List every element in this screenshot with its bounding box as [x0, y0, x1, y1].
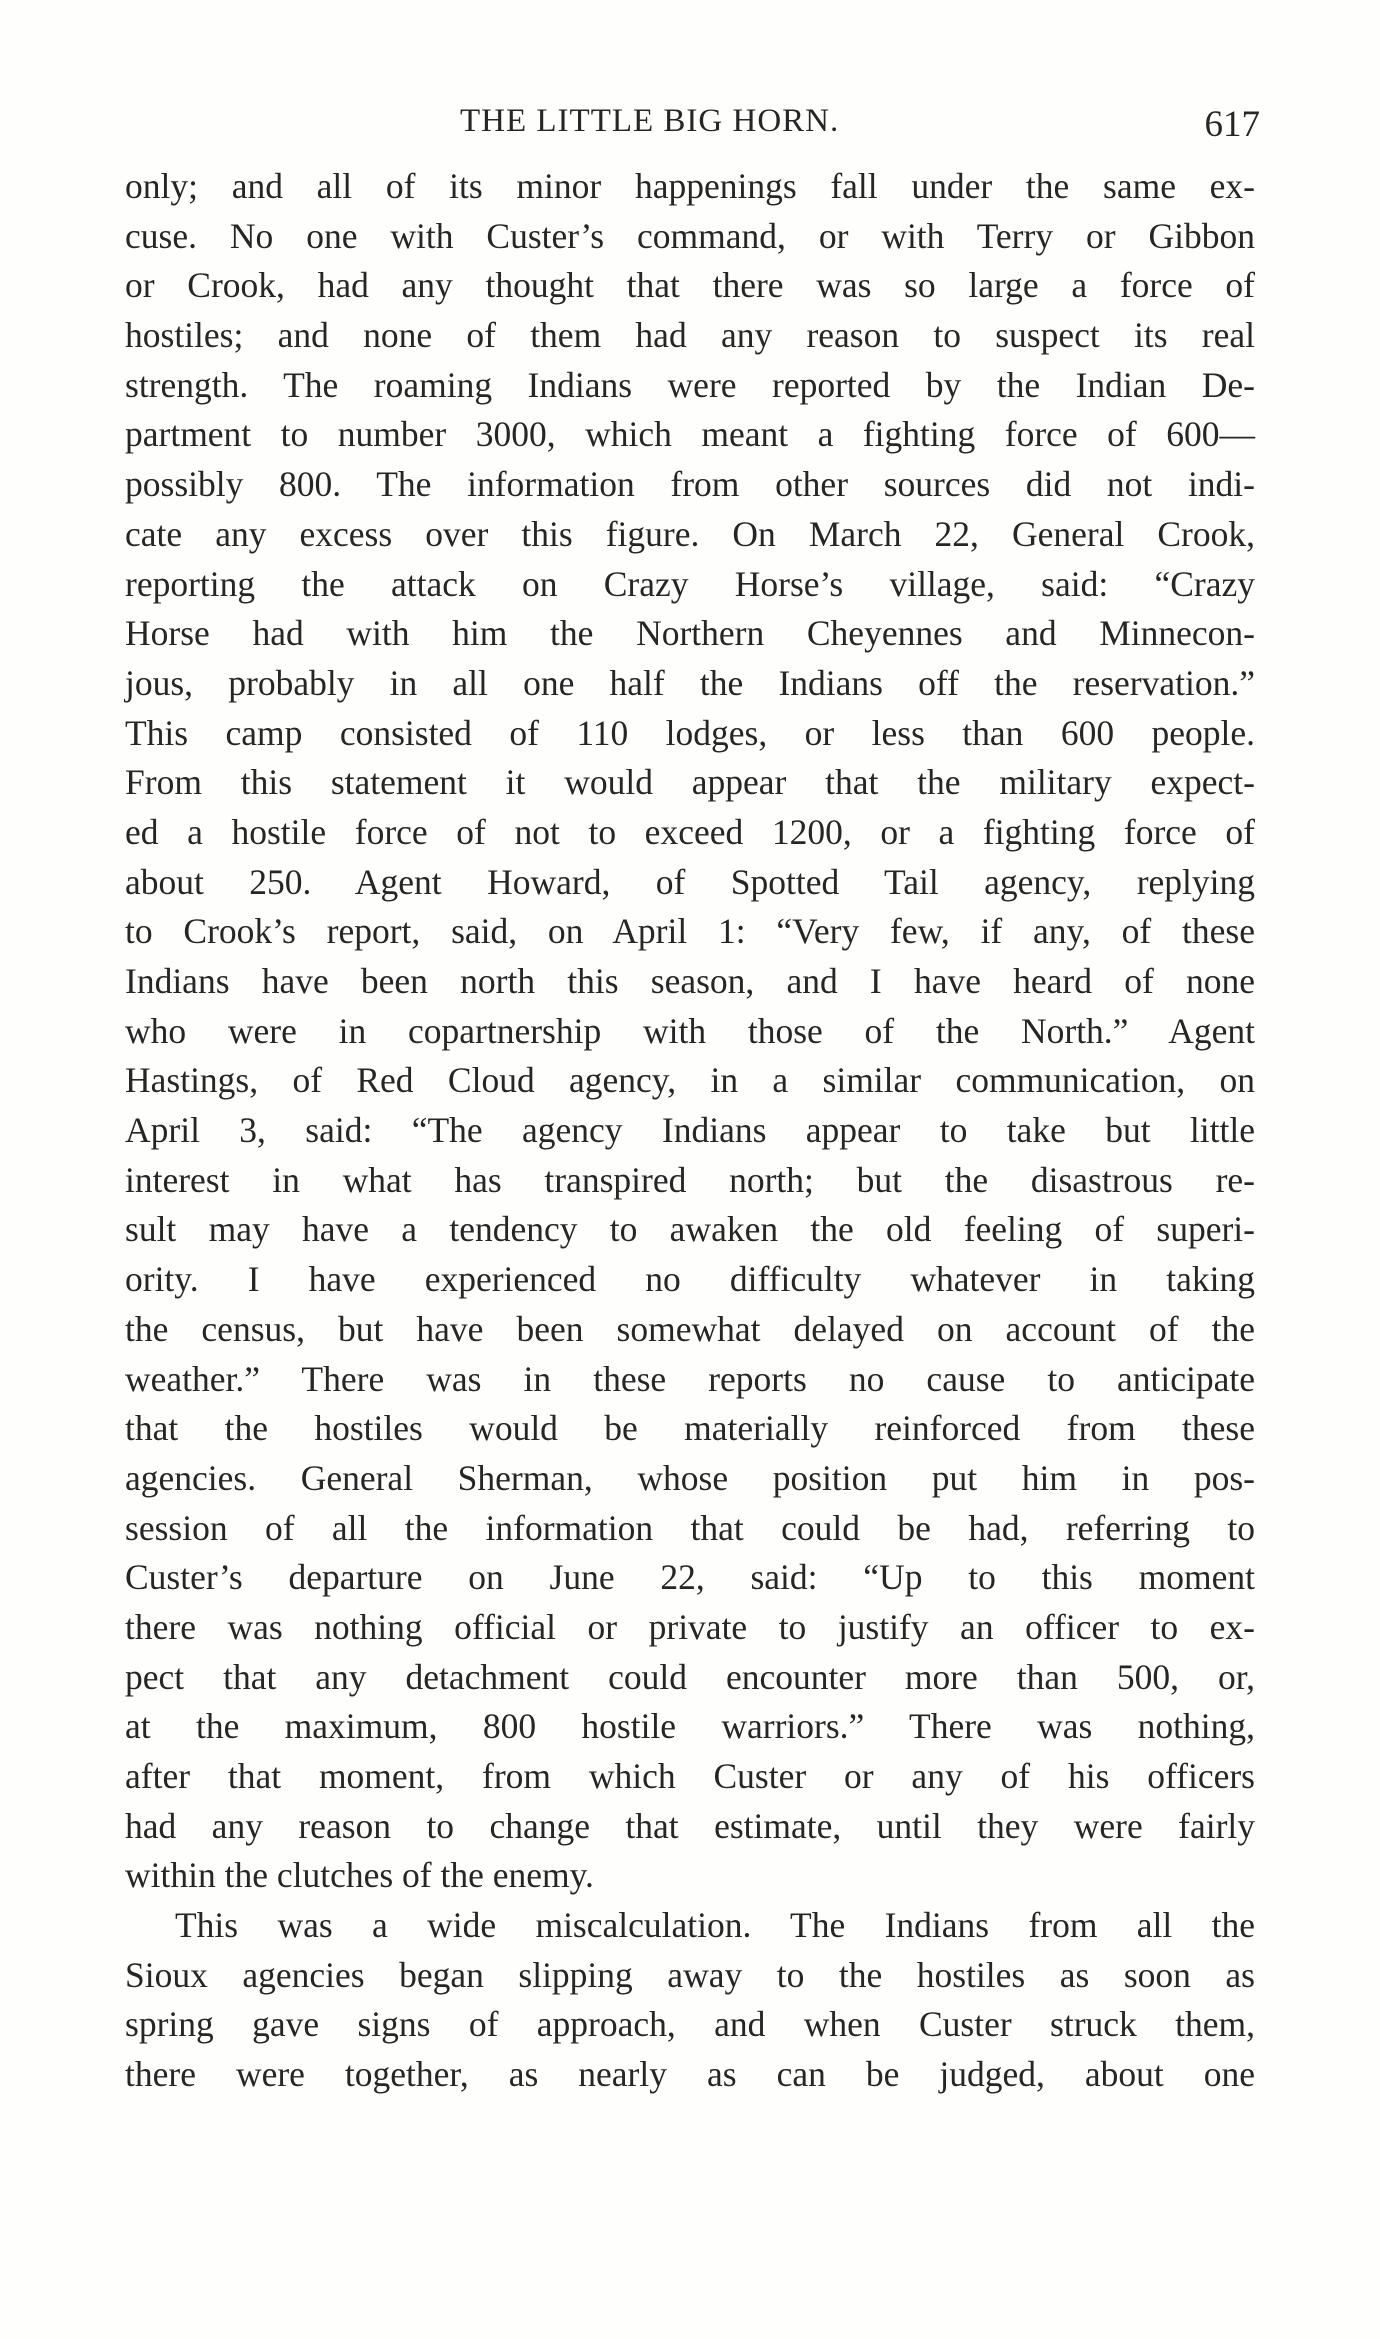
text-line: session of all the information that could be had, referring to — [125, 1507, 1255, 1548]
text-line: who were in copartnership with those of the North.” Agent — [125, 1010, 1255, 1051]
text-line: at the maximum, 800 hostile warriors.” There was nothing, — [125, 1706, 1255, 1747]
text-line: Hastings, of Red Cloud agency, in a similar communication, on — [125, 1060, 1255, 1101]
text-line: ed a hostile force of not to exceed 1200, or a fighting force of — [125, 811, 1255, 852]
text-line: that the hostiles would be materially reinforced from these — [125, 1408, 1255, 1449]
text-line: only; and all of its minor happenings fall under the same ex- — [125, 166, 1255, 206]
text-line: Sioux agencies began slipping away to the hostiles as soon as — [125, 1954, 1255, 1995]
page-header — [120, 103, 1260, 153]
text-line: the census, but have been somewhat delayed on account of the — [125, 1308, 1255, 1349]
text-line: partment to number 3000, which meant a fighting force of 600— — [125, 414, 1255, 455]
text-line: hostiles; and none of them had any reason to suspect its real — [125, 315, 1255, 356]
text-line: jous, probably in all one half the Indians off the reservation.” — [125, 662, 1255, 703]
text-line: there were together, as nearly as can be judged, about one — [125, 2054, 1255, 2095]
body-text — [125, 162, 1255, 2100]
text-line: From this statement it would appear that the military expect- — [125, 762, 1255, 803]
text-line: Indians have been north this season, and I have heard of none — [125, 961, 1255, 1001]
text-line: interest in what has transpired north; but the disastrous re- — [125, 1159, 1255, 1200]
text-line: cuse. No one with Custer’s command, or with Terry or Gibbon — [125, 215, 1255, 256]
text-line: there was nothing official or private to justify an officer to ex- — [125, 1606, 1255, 1647]
text-line: agencies. General Sherman, whose position put him in pos- — [125, 1457, 1255, 1498]
text-line: possibly 800. The information from other sources did not indi- — [125, 464, 1255, 505]
text-line: had any reason to change that estimate, until they were fairly — [125, 1805, 1255, 1846]
text-line: after that moment, from which Custer or any of his officers — [125, 1756, 1255, 1796]
text-line: This was a wide miscalculation. The Indians from all the — [175, 1905, 1255, 1946]
text-line: reporting the attack on Crazy Horse’s village, said: “Crazy — [125, 563, 1255, 604]
text-line: weather.” There was in these reports no cause to anticipate — [125, 1358, 1255, 1399]
text-line: within the clutches of the enemy. — [125, 1855, 594, 1896]
text-line: ority. I have experienced no difficulty whatever in taking — [125, 1259, 1255, 1300]
text-line: spring gave signs of approach, and when Custer struck them, — [125, 2004, 1255, 2045]
running-head: THE LITTLE BIG HORN. — [460, 103, 840, 139]
text-line: pect that any detachment could encounter more than 500, or, — [125, 1656, 1255, 1697]
text-line: Custer’s departure on June 22, said: “Up to this moment — [125, 1557, 1255, 1598]
text-line: to Crook’s report, said, on April 1: “Very few, if any, of these — [125, 911, 1255, 952]
page-number: 617 — [1204, 104, 1260, 145]
text-line: about 250. Agent Howard, of Spotted Tail agency, replying — [125, 861, 1255, 902]
text-line: April 3, said: “The agency Indians appear to take but little — [125, 1110, 1255, 1151]
text-line: strength. The roaming Indians were reported by the Indian De- — [125, 364, 1255, 405]
text-line: sult may have a tendency to awaken the old feeling of superi- — [125, 1209, 1255, 1250]
text-line: or Crook, had any thought that there was so large a force of — [125, 265, 1255, 306]
text-line: Horse had with him the Northern Cheyennes and Minnecon- — [125, 613, 1255, 654]
text-line: cate any excess over this figure. On March 22, General Crook, — [125, 513, 1255, 554]
text-line: This camp consisted of 110 lodges, or less than 600 people. — [125, 712, 1255, 753]
